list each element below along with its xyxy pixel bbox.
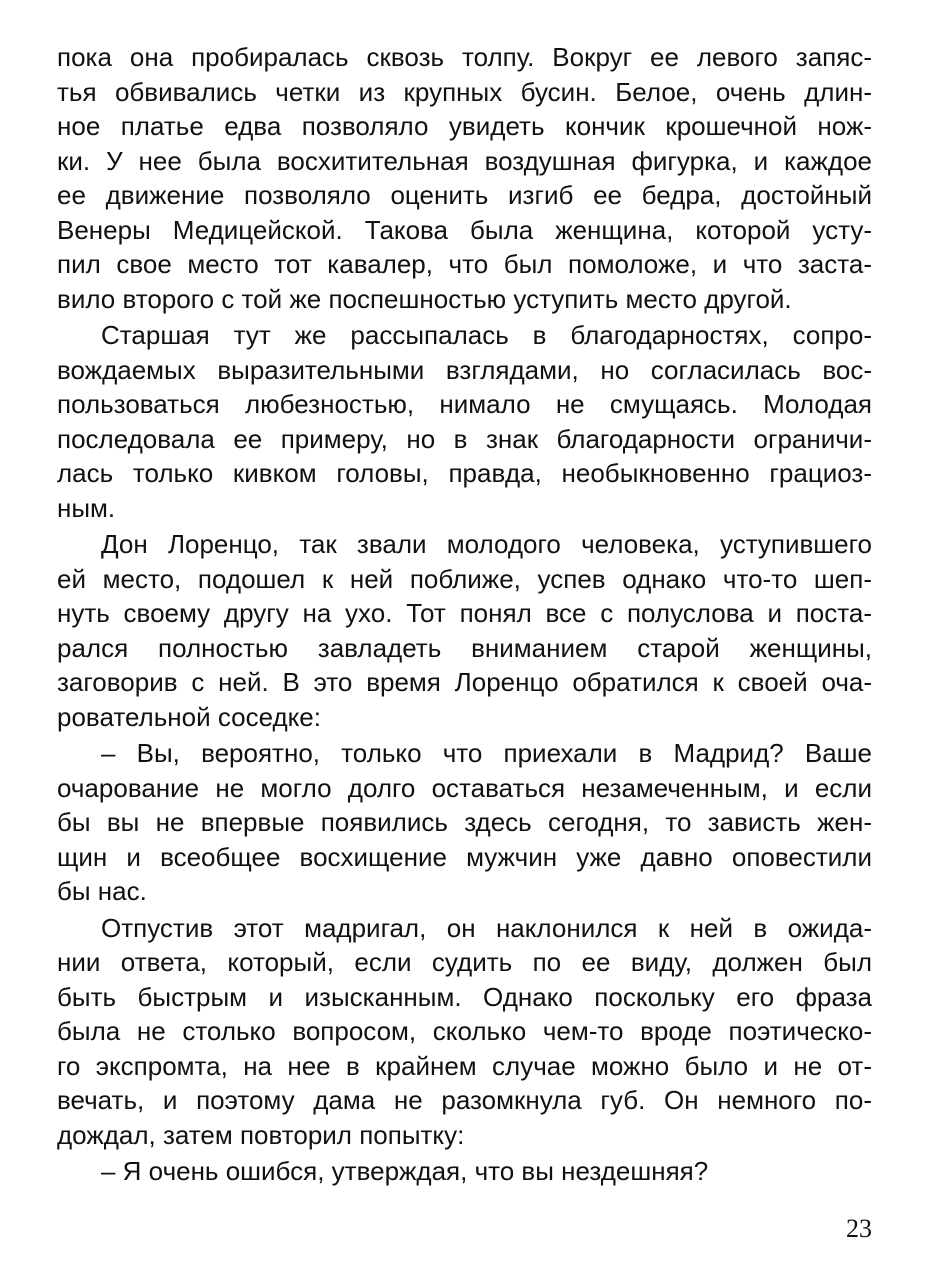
text-line: пока она пробиралась сквозь толпу. Вокруг ее левого запяс- [57, 42, 872, 72]
text-line: дождал, затем повторил попытку: [57, 1119, 465, 1150]
text-line: ровательной соседке: [57, 701, 321, 732]
paragraph [57, 736, 872, 909]
text-line: бы нас. [57, 876, 147, 906]
text-line: ей место, подошел к ней поближе, успев однако что-то шеп- [57, 563, 872, 594]
text-line: последовала ее примеру, но в знак благодарности ограничи- [57, 423, 872, 454]
text-line: пользоваться любезностью, нимало не смущаясь. Молодая [57, 389, 872, 419]
paragraph [57, 911, 872, 1153]
text-line: вождаемых выразительными взглядами, но согласилась вос- [57, 354, 872, 385]
text-line: щин и всеобщее восхищение мужчин уже давно оповестили [57, 841, 872, 872]
text-line: Отпустив этот мадригал, он наклонился к ней в ожида- [101, 912, 872, 943]
text-line: ное платье едва позволяло увидеть кончик крошечной нож- [57, 111, 872, 141]
text-line: быть быстрым и изысканным. Однако поскольку его фраза [57, 981, 872, 1012]
paragraph [57, 40, 872, 316]
text-line: – Я очень ошибся, утверждая, что вы нездешняя? [101, 1156, 709, 1186]
text-line: Венеры Медицейской. Такова была женщина, которой усту- [57, 214, 872, 245]
text-line: ее движение позволяло оценить изгиб ее бедра, достойный [57, 180, 872, 210]
text-line: нии ответа, который, если судить по ее виду, должен был [57, 947, 872, 977]
text-line: вило второго с той же поспешностью уступить место другой. [57, 283, 792, 314]
text-line: лась только кивком головы, правда, необыкновенно грациоз- [57, 458, 872, 488]
text-line: ным. [57, 492, 116, 523]
page-number: 23 [846, 1214, 872, 1243]
text-line: пил свое место тот кавалер, что был помоложе, и что заста- [57, 249, 872, 279]
text-line: нуть своему другу на ухо. Тот понял все с полуслова и поста- [57, 598, 872, 628]
text-line: рался полностью завладеть вниманием старой женщины, [57, 632, 872, 663]
paragraph [57, 527, 872, 734]
text-line: была не столько вопросом, сколько чем-то вроде поэтическо- [57, 1016, 872, 1046]
text-line: заговорив с ней. В это время Лоренцо обратился к своей оча- [57, 667, 872, 697]
text-line: го экспромта, на нее в крайнем случае можно было и не от- [57, 1050, 872, 1081]
paragraph [57, 1154, 872, 1189]
text-line: ки. У нее была восхитительная воздушная фигурка, и каждое [57, 145, 872, 176]
text-line: вечать, и поэтому дама не разомкнула губ. Он немного по- [57, 1085, 872, 1115]
page-body [57, 40, 872, 1191]
text-line: тья обвивались четки из крупных бусин. Белое, очень длин- [57, 76, 872, 107]
text-line: очарование не могло долго оставаться незамеченным, и если [57, 772, 872, 803]
text-line: Дон Лоренцо, так звали молодого человека, уступившего [101, 529, 872, 559]
paragraph [57, 318, 872, 525]
text-line: Старшая тут же рассыпалась в благодарностях, сопро- [101, 320, 872, 350]
text-line: – Вы, вероятно, только что приехали в Мадрид? Ваше [101, 738, 872, 768]
text-line: бы вы не впервые появились здесь сегодня, то зависть жен- [57, 807, 872, 837]
